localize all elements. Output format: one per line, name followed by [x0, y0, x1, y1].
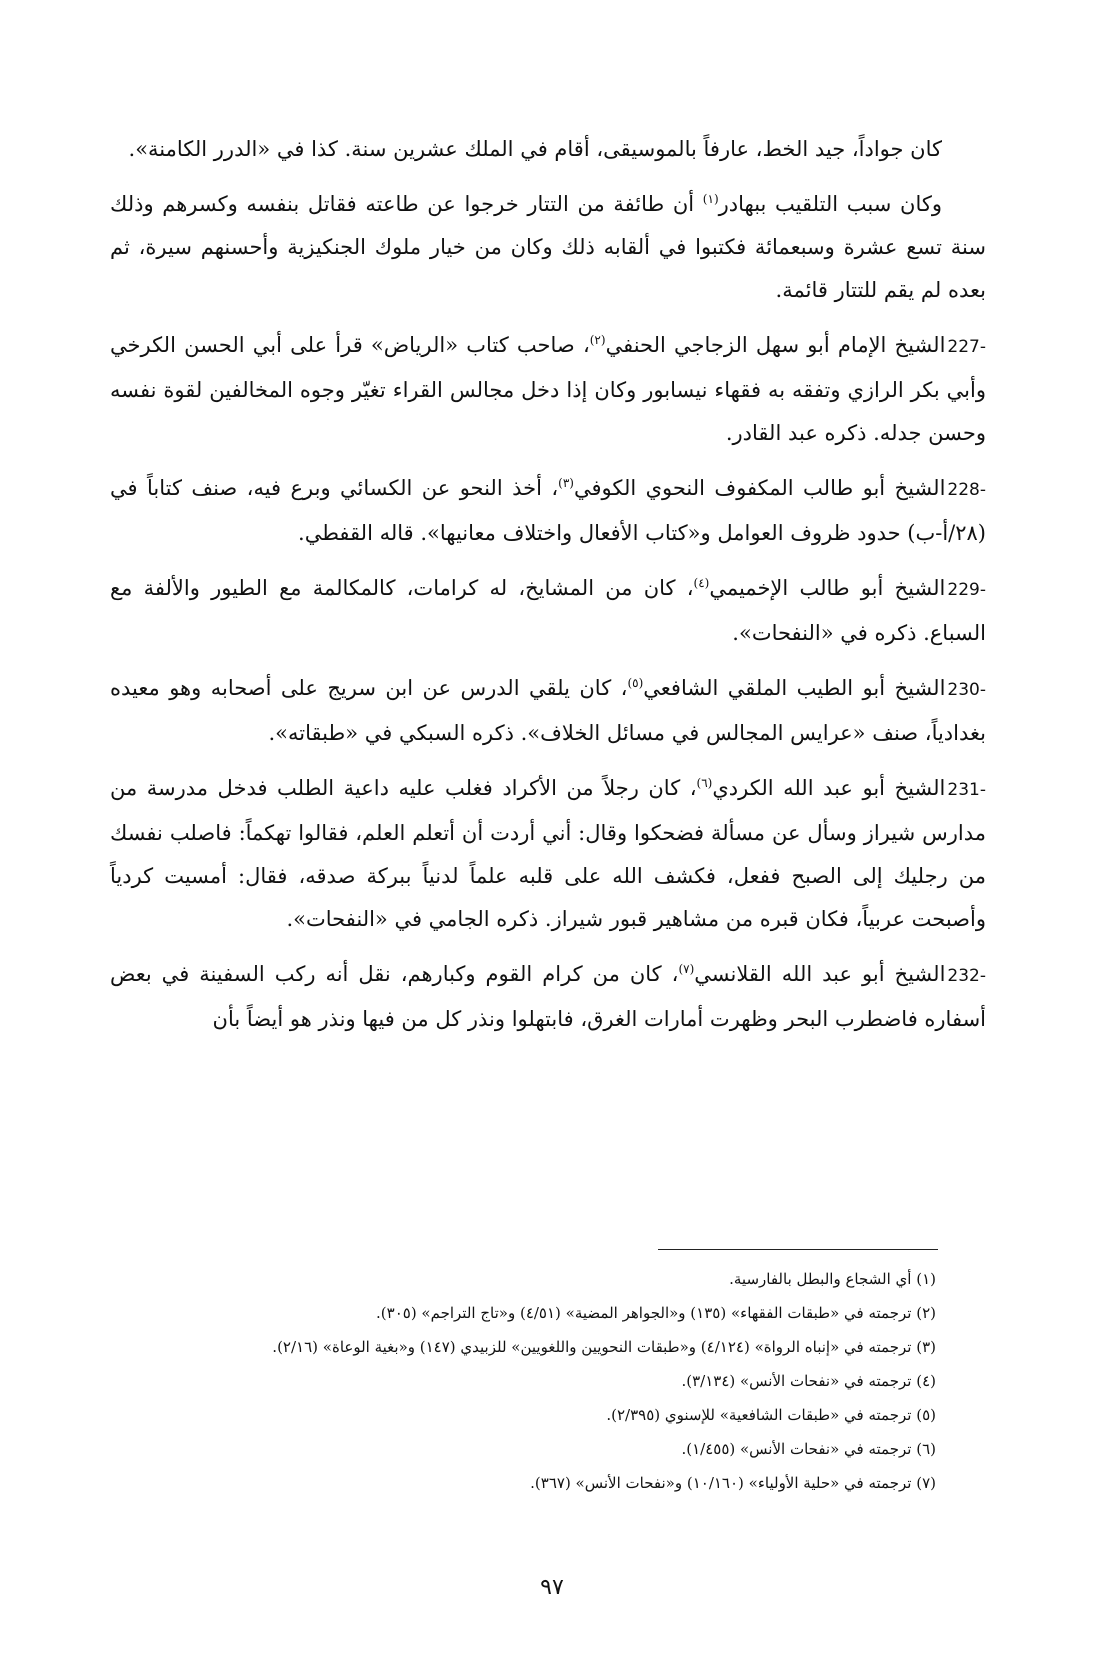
entry-text: ، أخذ النحو عن الكسائي وبرع فيه، صنف كتاباً في (٢٨/أ-ب) حدود ظروف العوامل و«كتاب الأفعال واختلاف معانيها». قاله القفطي.: [110, 476, 986, 545]
footnote-1: (١) أي الشجاع والبطل بالفارسية.: [729, 1270, 936, 1288]
footnote-5: (٥) ترجمته في «طبقات الشافعية» للإسنوي (٢/٣٩٥).: [606, 1406, 936, 1424]
entry-number: 229-: [947, 580, 986, 600]
entry-name: الشيخ أبو عبد الله القلانسي: [694, 962, 946, 986]
entry-number: 230-: [947, 680, 986, 700]
intro-text-rest: أن طائفة من التتار خرجوا عن طاعته فقاتل بنفسه وكسرهم وذلك سنة تسع عشرة وسبعمائة فكتبوا في ألقابه ذلك وكان من خيار ملوك الجنكيزية وأحسنهم سيرة، ثم بعده لم يقم للتتار قائمة.: [110, 192, 986, 302]
footnote-ref[interactable]: (٧): [678, 962, 695, 976]
footnote-ref[interactable]: (٢): [589, 333, 606, 347]
entry-name: الشيخ أبو طالب المكفوف النحوي الكوفي: [573, 476, 946, 500]
entry-text: ، كان رجلاً من الأكراد فغلب عليه داعية الطلب فدخل مدرسة من مدارس شيراز وسأل عن مسألة فضحكوا وقال: أني أردت أن أتعلم العلم، فقالوا تهكماً: فاصلب نفسك من رجليك إلى الصبح ففعل، فكشف الله على قلبه علماً لدنياً ببركة صدقه، فقال: أمسيت كردياً وأصبحت عربياً، فكان قبره من مشاهير قبور شيراز. ذكره الجامي في «النفحات».: [110, 776, 987, 931]
footnote-ref[interactable]: (٤): [693, 576, 710, 590]
footnote-ref[interactable]: (٥): [627, 676, 644, 690]
footnote-4: (٤) ترجمته في «نفحات الأنس» (٣/١٣٤).: [681, 1372, 936, 1390]
entry-number: 232-: [947, 966, 986, 986]
footnote-ref[interactable]: (٦): [696, 776, 713, 790]
entry-231: [110, 767, 986, 941]
intro-paragraph-2: [110, 183, 986, 312]
entry-number: 227-: [947, 337, 987, 357]
entry-text: ، كان من كرام القوم وكبارهم، نقل أنه ركب السفينة في بعض أسفاره فاضطرب البحر وظهرت أمارات الغرق، فابتهلوا ونذر كل من فيها ونذر هو أيضاً بأن: [110, 962, 986, 1031]
entry-228: [110, 467, 986, 555]
footnote-3: (٣) ترجمته في «إنباه الرواة» (٤/١٢٤) و«طبقات النحويين واللغويين» للزبيدي (١٤٧) و«بغية الوعاة» (٢/١٦).: [272, 1338, 936, 1356]
entry-text: ، صاحب كتاب «الرياض» قرأ على أبي الحسن الكرخي وأبي بكر الرازي وتفقه به فقهاء نيسابور وكان إذا دخل مجالس القراء تغيّر وجوه المخالفين لقوة نفسه وحسن جدله. ذكره عبد القادر.: [110, 333, 986, 445]
footnote-ref[interactable]: (١): [702, 192, 719, 206]
entry-text: ، كان من المشايخ، له كرامات، كالمكالمة مع الطيور والألفة مع السباع. ذكره في «النفحات».: [110, 576, 986, 645]
main-text: [110, 128, 986, 1053]
entry-227: [110, 324, 986, 455]
footnote-ref[interactable]: (٣): [558, 476, 574, 490]
entry-230: [110, 667, 986, 755]
entry-number: 228-: [947, 480, 986, 500]
footnote-2: (٢) ترجمته في «طبقات الفقهاء» (١٣٥) و«الجواهر المضية» (٤/٥١) و«تاج التراجم» (٣٠٥).: [376, 1304, 936, 1322]
entry-name: الشيخ أبو عبد الله الكردي: [712, 776, 946, 800]
entry-name: الشيخ أبو طالب الإخميمي: [709, 576, 946, 600]
entry-229: [110, 567, 986, 655]
page-number: ٩٧: [540, 1575, 564, 1600]
footnote-7: (٧) ترجمته في «حلية الأولياء» (١٠/١٦٠) و«نفحات الأنس» (٣٦٧).: [530, 1474, 936, 1492]
footnotes: [150, 1262, 936, 1500]
intro-text-start: وكان سبب التلقيب ببهادر: [718, 192, 942, 216]
entry-text: ، كان يلقي الدرس عن ابن سريج على أصحابه وهو معيده بغدادياً، صنف «عرايس المجالس في مسائل الخلاف». ذكره السبكي في «طبقاته».: [110, 676, 986, 745]
entry-name: الشيخ الإمام أبو سهل الزجاجي الحنفي: [605, 333, 946, 357]
footnote-6: (٦) ترجمته في «نفحات الأنس» (١/٤٥٥).: [681, 1440, 936, 1458]
entry-name: الشيخ أبو الطيب الملقي الشافعي: [643, 676, 946, 700]
footnote-divider: [658, 1249, 938, 1250]
intro-paragraph: كان جواداً، جيد الخط، عارفاً بالموسيقى، أقام في الملك عشرين سنة. كذا في «الدرر الكامنة».: [128, 137, 942, 161]
entry-number: 231-: [947, 780, 986, 800]
entry-232: [110, 953, 986, 1041]
